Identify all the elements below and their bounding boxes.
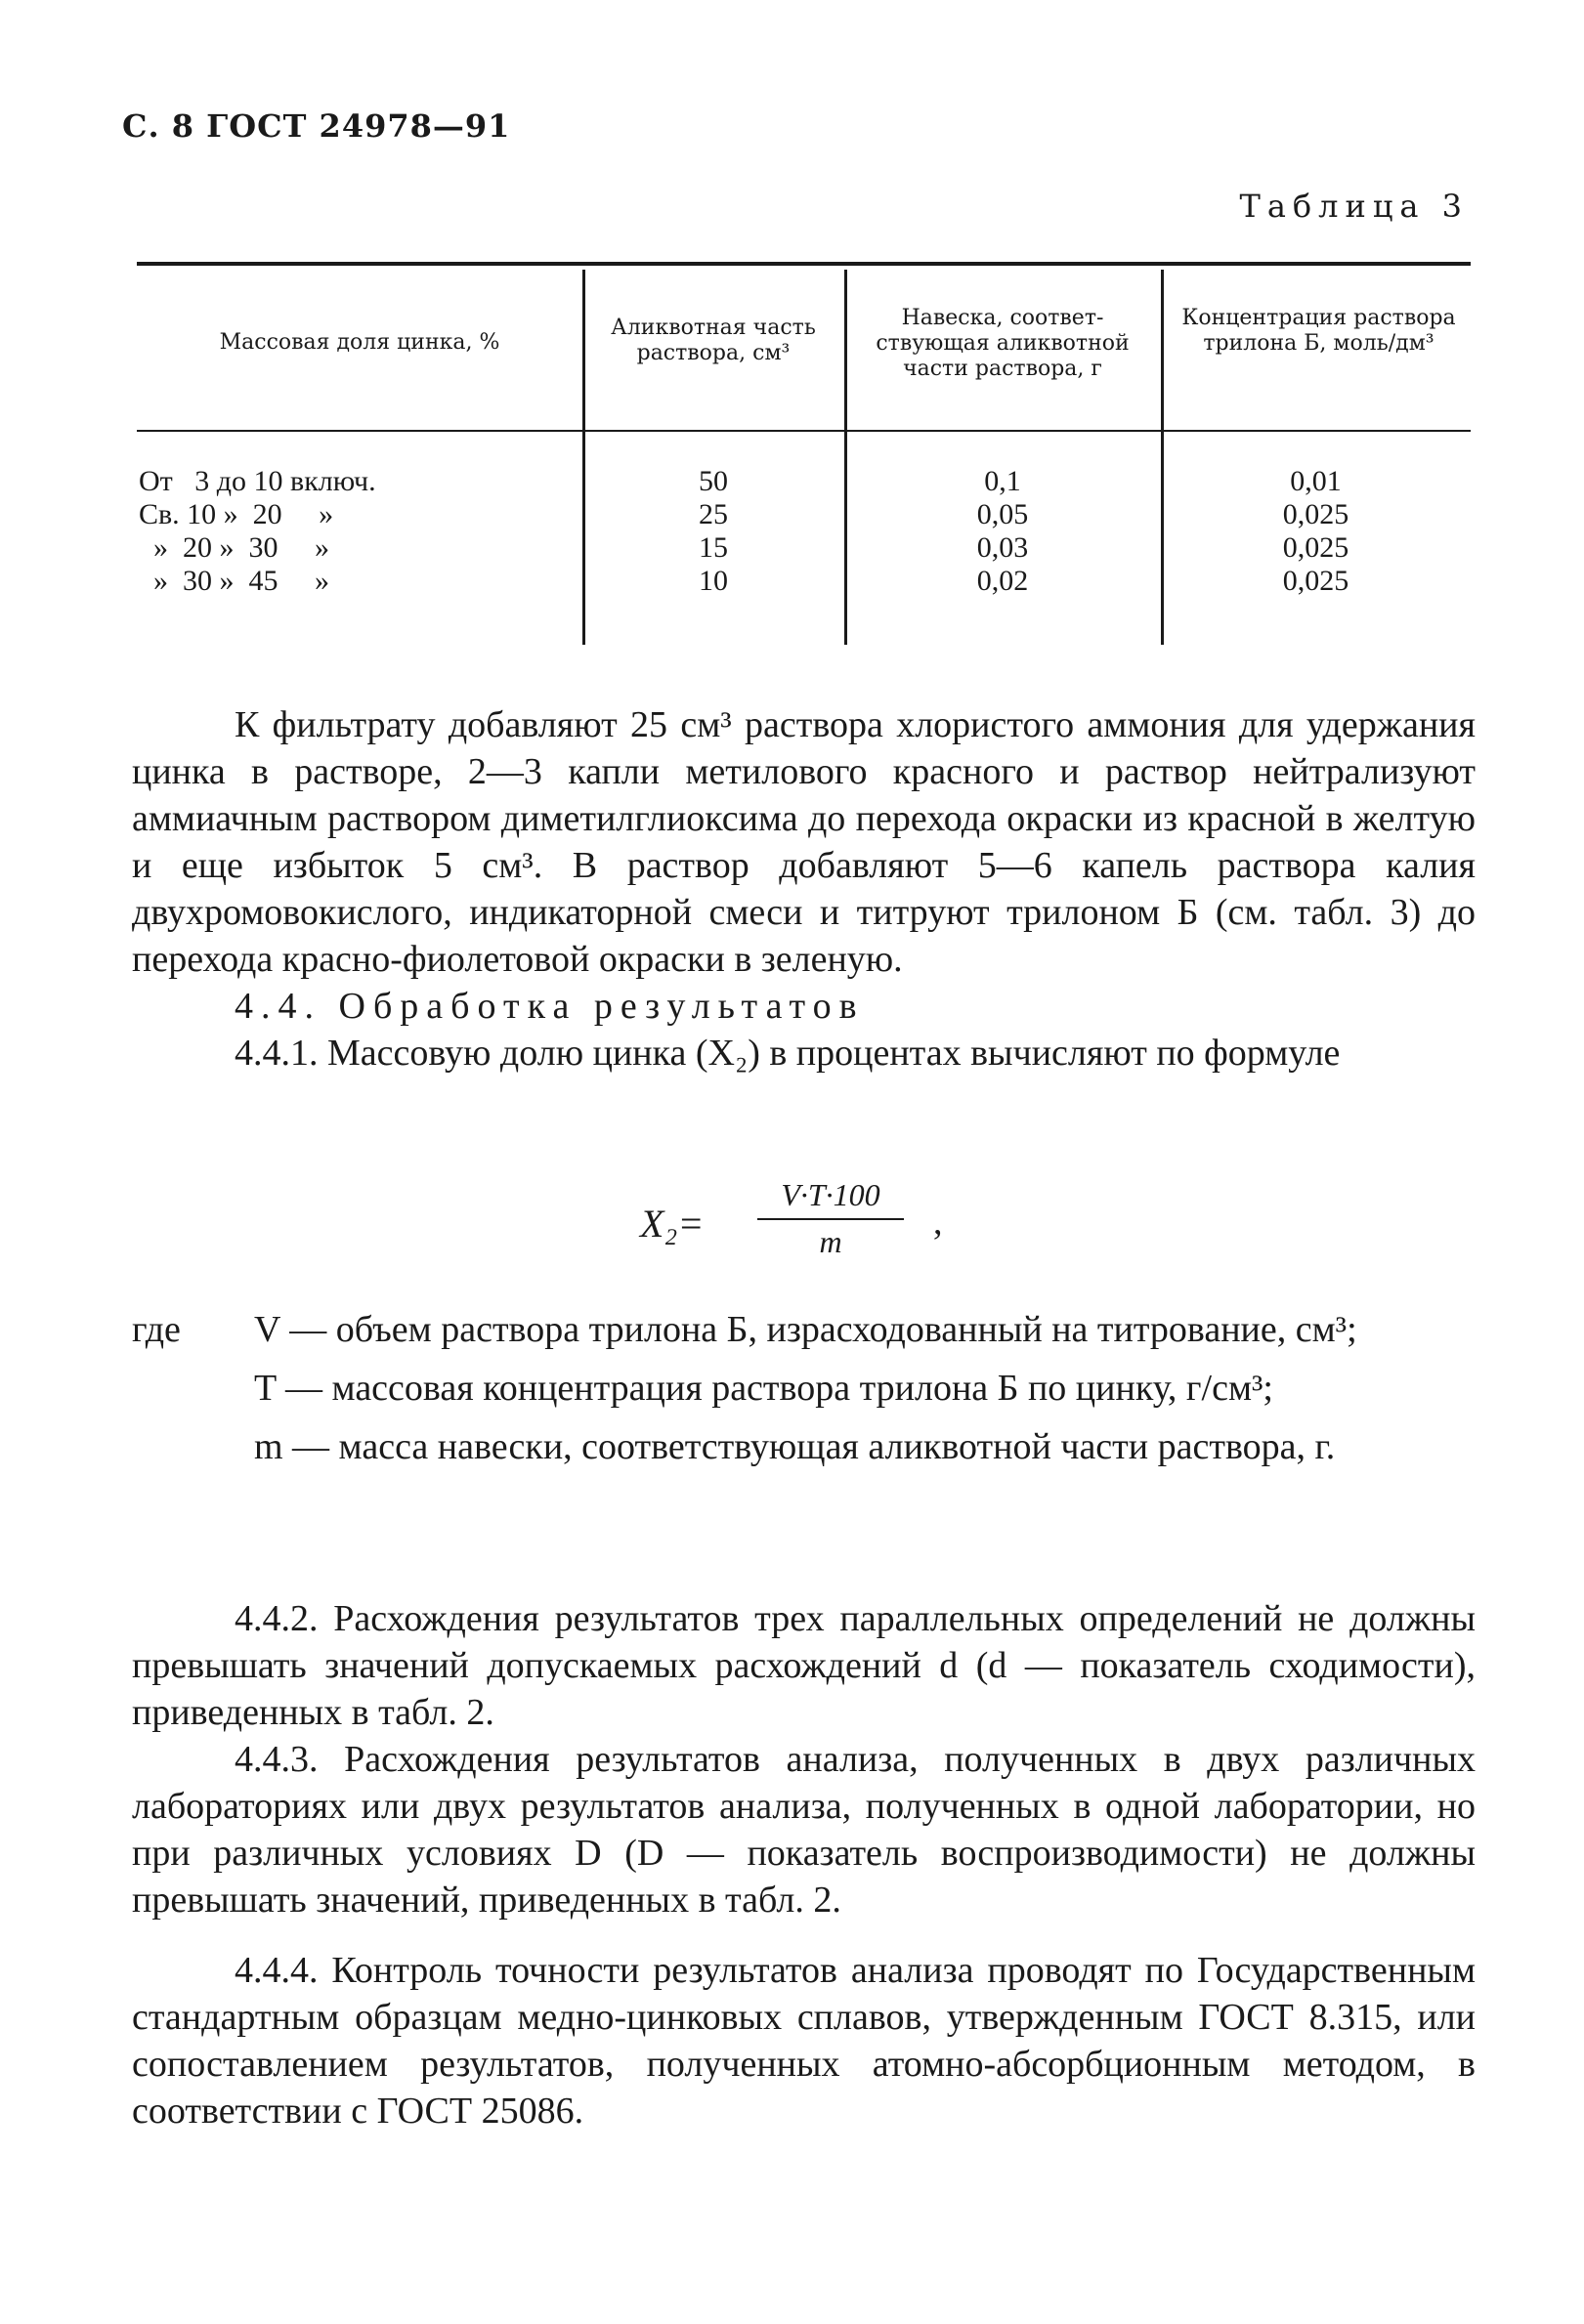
paragraph-4-4-3: 4.4.3. Расхождения результатов анализа, полученных в двух различных лабораториях или двух результатов анализа, полученных в одной лаборатории, но при различных условиях D (D — показатель воспроизводимости) не должны превышать значений, приведенных в табл. 2. (132, 1739, 1476, 1921)
paragraph-4-4-1: 4.4.1. Массовую долю цинка (X₂) в процентах вычисляют по формуле (235, 1033, 1341, 1074)
table-cell: 0,02 (976, 565, 1029, 597)
header-aliquot: Аликвотная часть раствора, см³ (611, 316, 816, 365)
definition-intro: где (132, 1309, 181, 1350)
table-cell: 10 (699, 565, 728, 597)
table-cell: » 20 » 30 » (139, 531, 329, 564)
definition-t: T — массовая концентрация раствора трилона Б по цинку, г/см³; (254, 1368, 1273, 1409)
header-mass-fraction: Массовая доля цинка, % (219, 330, 500, 355)
definition-m: m — масса навески, соответствующая аликвотной части раствора, г. (254, 1426, 1336, 1467)
formula (640, 1177, 972, 1265)
formula-lhs: X₂= (640, 1202, 705, 1246)
table-cell: 0,05 (976, 498, 1029, 530)
table-top-rule (137, 262, 1471, 266)
table-cell: 0,025 (1282, 498, 1349, 530)
definition-v (132, 1306, 1476, 1353)
formula-numerator: V·T·100 (781, 1177, 880, 1212)
column-concentration (1161, 465, 1471, 598)
body-text-upper (132, 701, 1476, 1077)
paragraph-filtrate: К фильтрату добавляют 25 см³ раствора хлористого аммония для удержания цинка в растворе, 2—3 капли метилового красного и раствор нейтрализуют аммиачным раствором диметилглиоксима до перехода окраски из красной в желтую и еще избыток 5 см³. В раствор добавляют 5—6 капель раствора калия двухромовокислого, индикаторной смеси и титруют трилоном Б (см. табл. 3) до перехода красно-фиолетовой окраски в зеленую. (132, 704, 1476, 980)
table-cell: 0,025 (1282, 565, 1349, 597)
page-header: С. 8 ГОСТ 24978—91 (122, 107, 511, 145)
definition-v-text: V — объем раствора трилона Б, израсходованный на титрование, см³; (254, 1309, 1357, 1350)
formula-comma: , (933, 1202, 943, 1243)
table-3 (137, 262, 1471, 645)
body-text-lower (132, 1595, 1476, 2134)
paragraph-4-4-2: 4.4.2. Расхождения результатов трех параллельных определений не должны превышать значений допускаемых расхождений d (d — показатель сходимости), приведенных в табл. 2. (132, 1598, 1476, 1733)
table-cell: 50 (699, 465, 728, 497)
paragraph-4-4-4: 4.4.4. Контроль точности результатов анализа проводят по Государственным стандартным образцам медно-цинковых сплавов, утвержденным ГОСТ 8.315, или сопоставлением результатов, полученных атомно-абсорбционным методом, в соответствии с ГОСТ 25086. (132, 1950, 1476, 2132)
table-cell: 15 (699, 531, 728, 564)
header-concentration: Концентрация раствора трилона Б, моль/дм³ (1181, 306, 1456, 356)
table-cell: 0,025 (1282, 531, 1349, 564)
table-cell: 0,01 (1290, 465, 1342, 497)
table-cell: 25 (699, 498, 728, 530)
table-caption: Таблица 3 (1239, 188, 1469, 225)
column-aliquot (582, 465, 844, 598)
table-cell: Св. 10 » 20 » (139, 498, 334, 530)
column-sample-weight (844, 465, 1161, 598)
definitions (132, 1306, 1476, 1470)
section-heading: 4.4. Обработка результатов (235, 986, 865, 1027)
table-cell: От 3 до 10 включ. (139, 465, 376, 497)
formula-denominator: m (819, 1224, 842, 1259)
table-cell: 0,1 (984, 465, 1021, 497)
table-cell: 0,03 (976, 531, 1029, 564)
fraction-bar (757, 1218, 904, 1220)
table-header-rule (137, 430, 1471, 432)
column-mass-fraction (139, 465, 578, 598)
table-cell: » 30 » 45 » (139, 565, 329, 597)
header-sample-weight: Навеска, соответ-ствующая аликвотной части раствора, г (876, 306, 1130, 381)
